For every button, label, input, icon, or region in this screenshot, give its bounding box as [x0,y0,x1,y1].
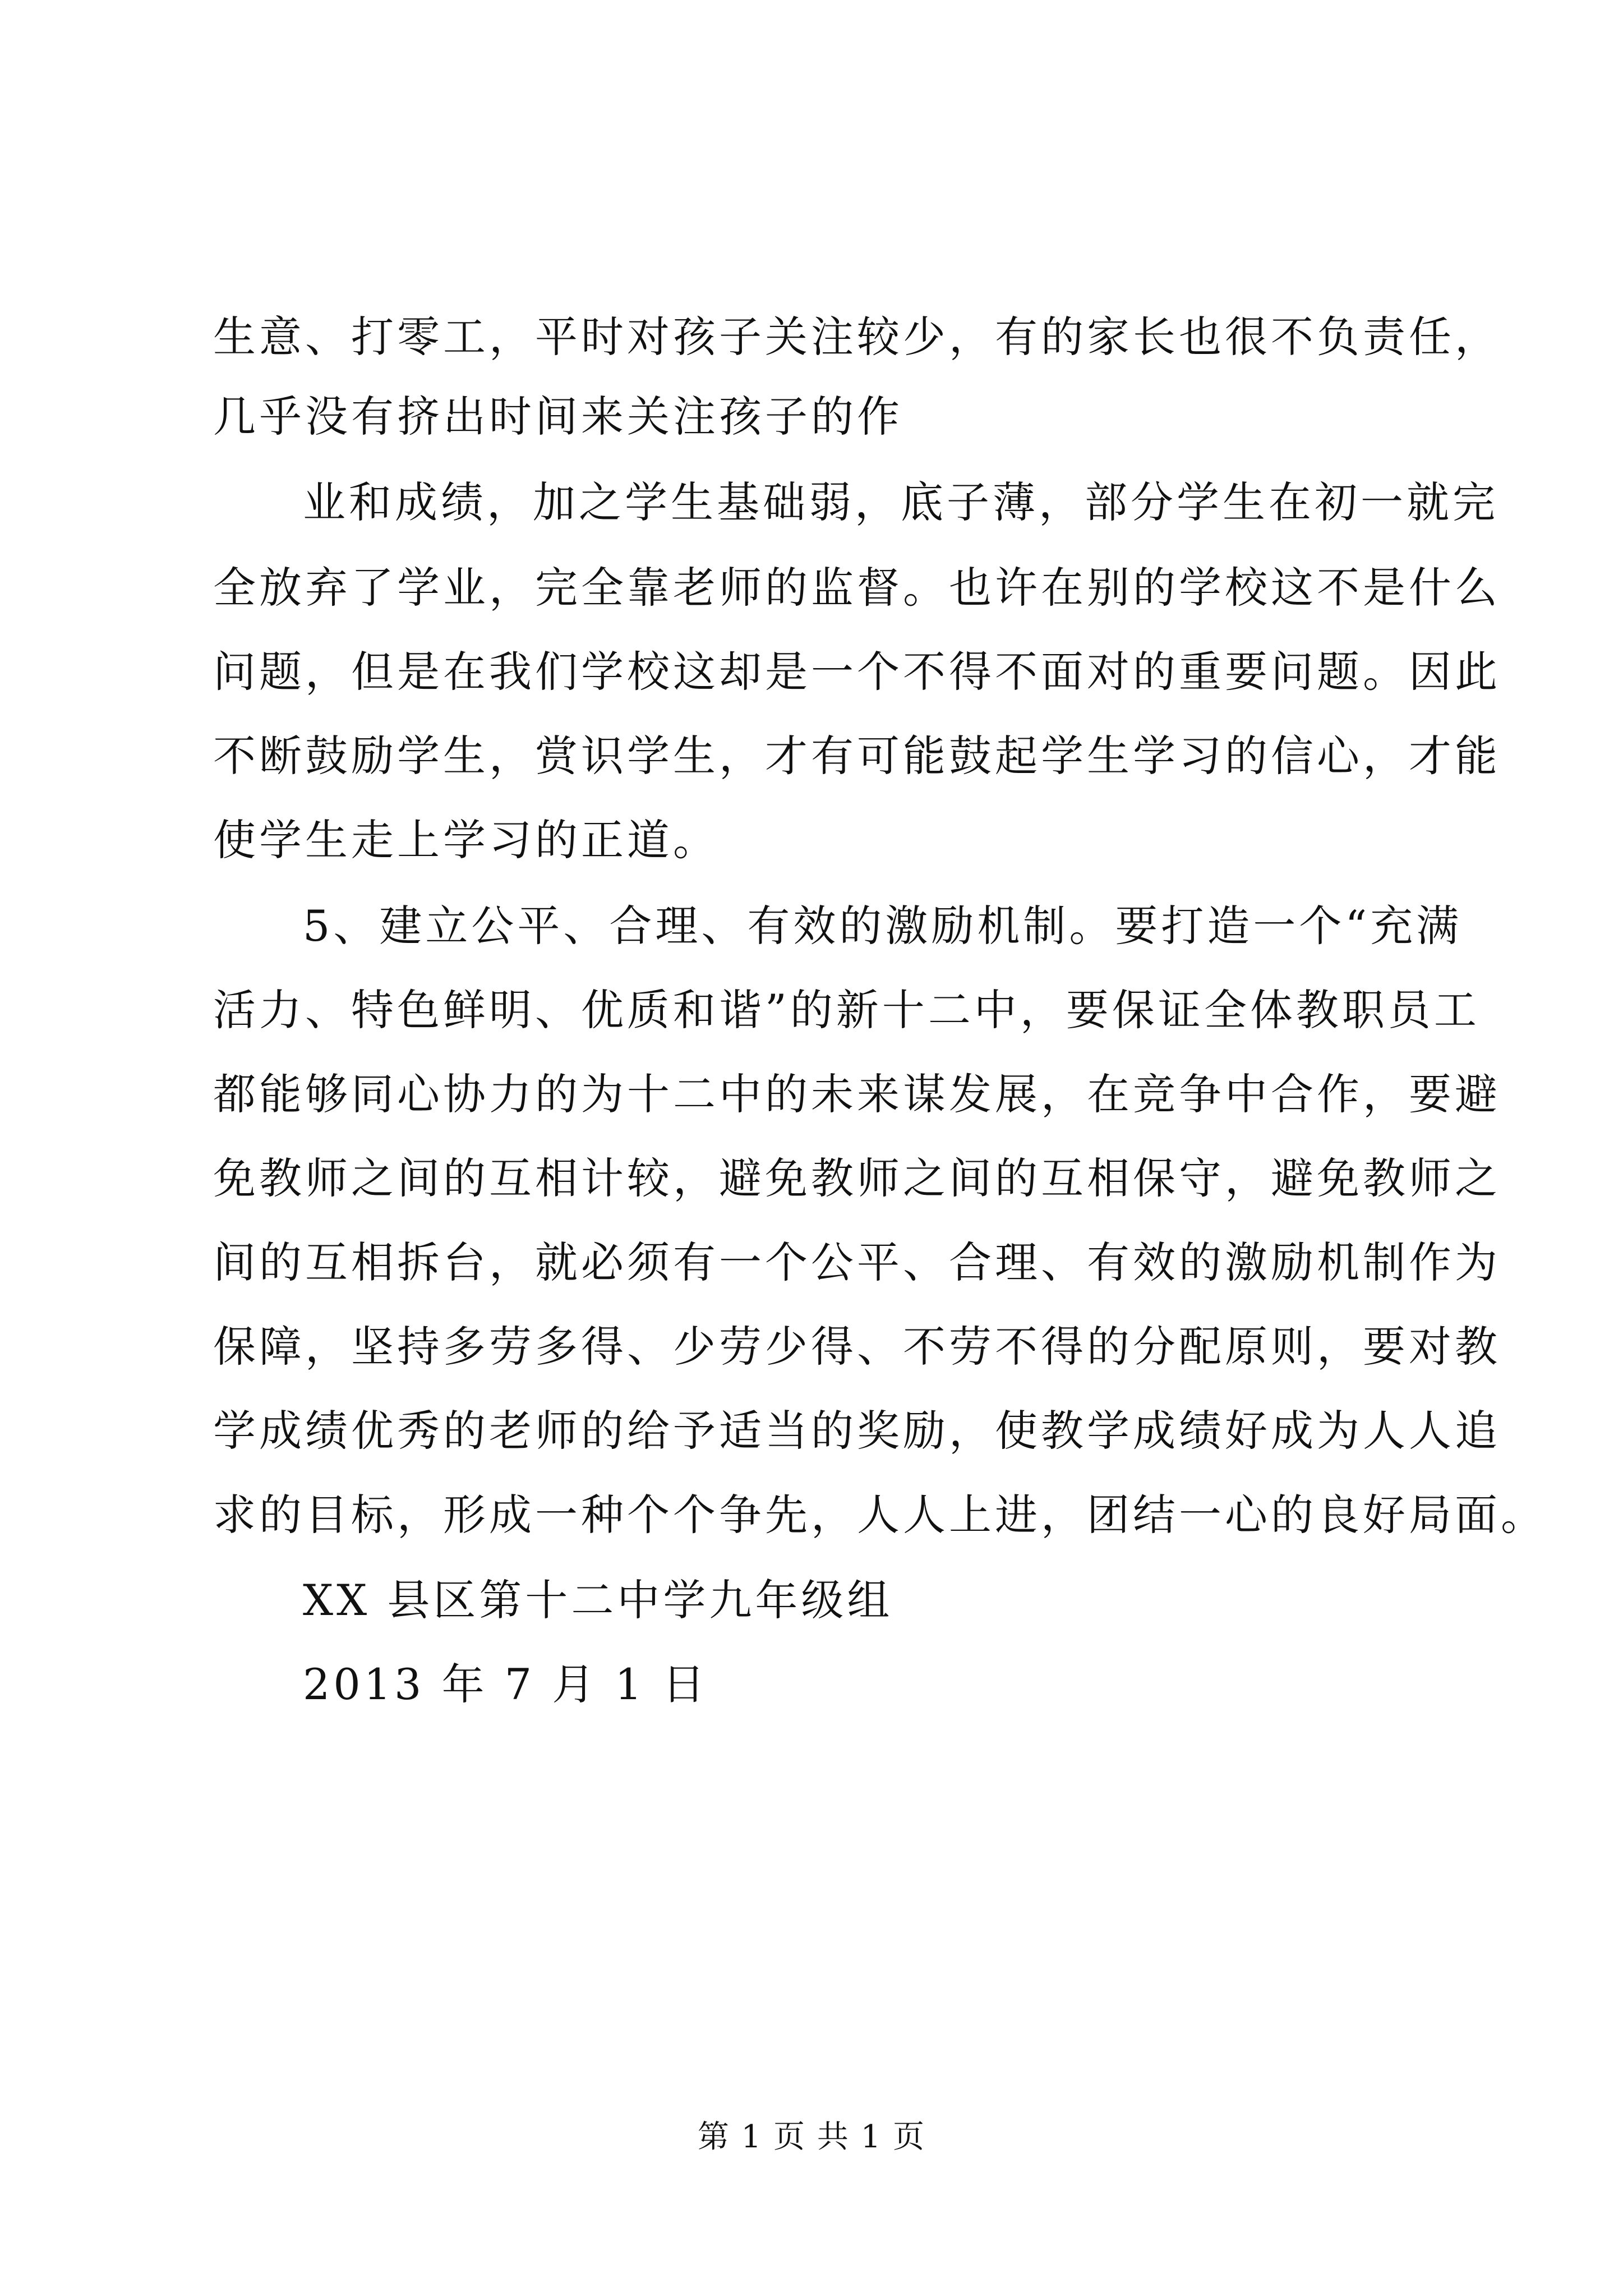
paragraph-line-4: 全放弃了学业，完全靠老师的监督。也许在别的学校这不是什么 [213,563,1501,613]
paragraph-line-1: 生意、打零工，平时对孩子关注较少，有的家长也很不负责任， [213,312,1501,362]
paragraph-line-8: 5、建立公平、合理、有效的激励机制。要打造一个“充满 [303,901,1463,951]
page-footer-label: 第 1 页 共 1 页 [697,2119,926,2155]
paragraph-line-5: 问题，但是在我们学校这却是一个不得不面对的重要问题。因此 [213,647,1501,697]
paragraph-line-9: 活力、特色鲜明、优质和谐”的新十二中，要保证全体教职员工 [213,985,1480,1035]
paragraph-line-6: 不断鼓励学生，赏识学生，才有可能鼓起学生学习的信心，才能 [213,731,1501,781]
signature-date: 2013 年 7 月 1 日 [303,1659,708,1709]
paragraph-line-15: 求的目标，形成一种个个争先，人人上进，团结一心的良好局面。 [213,1490,1547,1540]
paragraph-line-3: 业和成绩，加之学生基础弱，底子薄，部分学生在初一就完 [303,477,1498,527]
paragraph-line-2: 几乎没有挤出时间来关注孩子的作 [213,392,903,441]
paragraph-line-10: 都能够同心协力的为十二中的未来谋发展，在竞争中合作，要避 [213,1069,1501,1119]
paragraph-line-11: 免教师之间的互相计较，避免教师之间的互相保守，避免教师之 [213,1153,1501,1203]
paragraph-line-13: 保障，坚持多劳多得、少劳少得、不劳不得的分配原则，要对教 [213,1322,1501,1372]
signature-organization: XX 县区第十二中学九年级组 [303,1575,893,1625]
paragraph-line-7: 使学生走上学习的正道。 [213,815,719,865]
paragraph-line-14: 学成绩优秀的老师的给予适当的奖励，使教学成绩好成为人人追 [213,1406,1501,1456]
paragraph-line-12: 间的互相拆台，就必须有一个公平、合理、有效的激励机制作为 [213,1237,1501,1287]
